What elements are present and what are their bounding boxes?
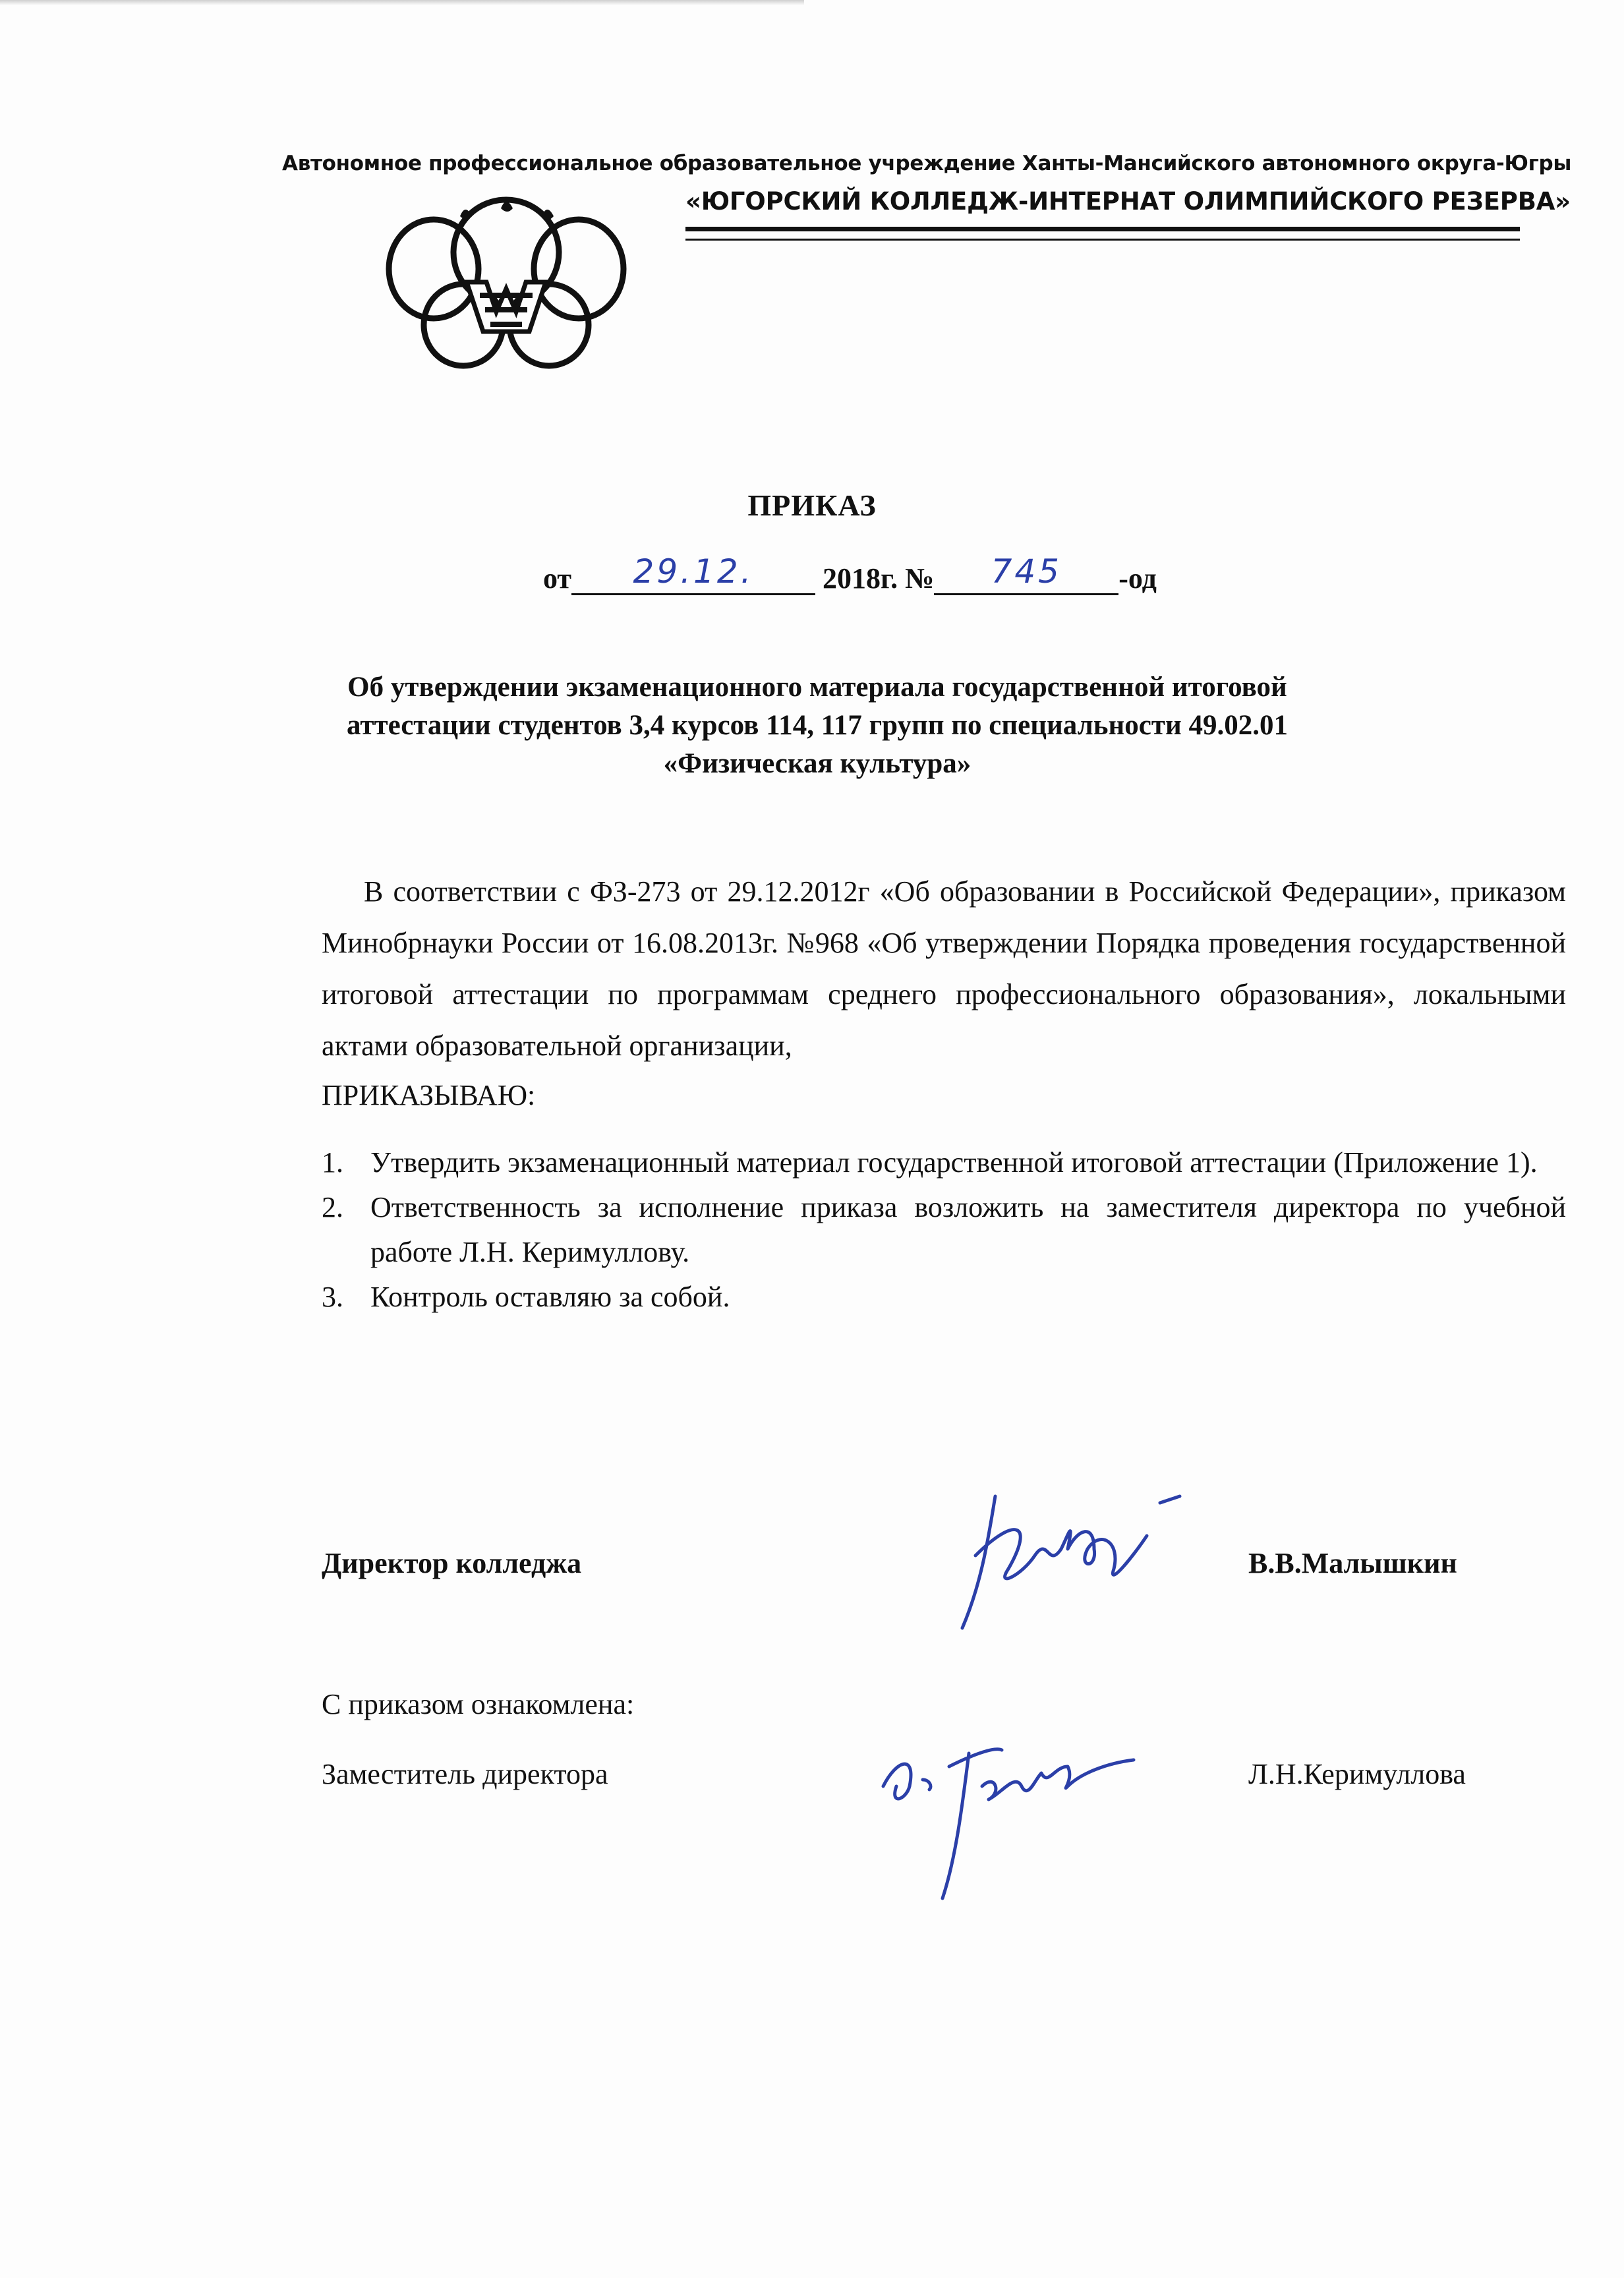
deputy-name: Л.Н.Керимуллова: [1248, 1758, 1466, 1790]
director-title: Директор колледжа: [322, 1547, 582, 1579]
header-rule-thick: [685, 227, 1520, 231]
year-and-number-label: 2018г. №: [823, 562, 935, 595]
list-item-number: 2.: [322, 1191, 343, 1223]
organization-name: «ЮГОРСКИЙ КОЛЛЕДЖ-ИНТЕРНАТ ОЛИМПИЙСКОГО РЕЗЕРВА»: [685, 187, 1571, 216]
scan-edge-shadow: [0, 0, 804, 5]
list-item-number: 3.: [322, 1281, 343, 1313]
list-item-text: Ответственность за исполнение приказа возложить на заместителя директора по учебной работе Л.Н. Керимуллову.: [370, 1191, 1566, 1268]
preamble-paragraph: В соответствии с ФЗ-273 от 29.12.2012г «Об образовании в Российской Федерации», приказом Минобрнауки России от 16.08.2013г. №968 «Об утверждении Порядка проведения государственной итоговой аттестации по программам среднего профессионального образования», локальными актами образовательной организации,: [322, 875, 1566, 1062]
director-name: В.В.Малышкин: [1248, 1547, 1457, 1579]
document-subject: Об утверждении экзаменационного материала государственной итоговой аттестации студентов 3,4 курсов 114, 117 групп по специальности 49.02.01 «Физическая культура»: [346, 672, 1289, 779]
number-suffix: -од: [1118, 562, 1157, 595]
list-item: [322, 1275, 1566, 1320]
number-blank: [934, 552, 1118, 595]
list-item-text: Контроль оставляю за собой.: [370, 1281, 730, 1313]
order-items-list: [322, 1140, 1566, 1320]
list-item: [322, 1140, 1566, 1185]
date-prefix: от: [543, 562, 572, 595]
deputy-signature-icon: [870, 1687, 1160, 1905]
acquaintance-label: С приказом ознакомлена:: [322, 1688, 635, 1720]
order-heading: ПРИКАЗЫВАЮ:: [322, 1079, 536, 1111]
college-emblem-icon: [381, 190, 631, 381]
document-title: ПРИКАЗ: [747, 488, 877, 522]
list-item: [322, 1185, 1566, 1275]
deputy-title: Заместитель директора: [322, 1758, 608, 1790]
organization-line-1: Автономное профессиональное образовательное учреждение Ханты-Мансийского автономного округа-Югры: [282, 152, 1572, 175]
director-signature-icon: [936, 1476, 1213, 1635]
handwritten-number: 745: [991, 552, 1062, 591]
date-blank: [571, 552, 815, 595]
handwritten-date: 29.12.: [633, 552, 754, 591]
list-item-text: Утвердить экзаменационный материал государственной итоговой аттестации (Приложение 1).: [370, 1146, 1538, 1179]
header-rule-thin: [685, 239, 1520, 241]
date-number-line: [543, 552, 1157, 601]
list-item-number: 1.: [322, 1146, 343, 1179]
